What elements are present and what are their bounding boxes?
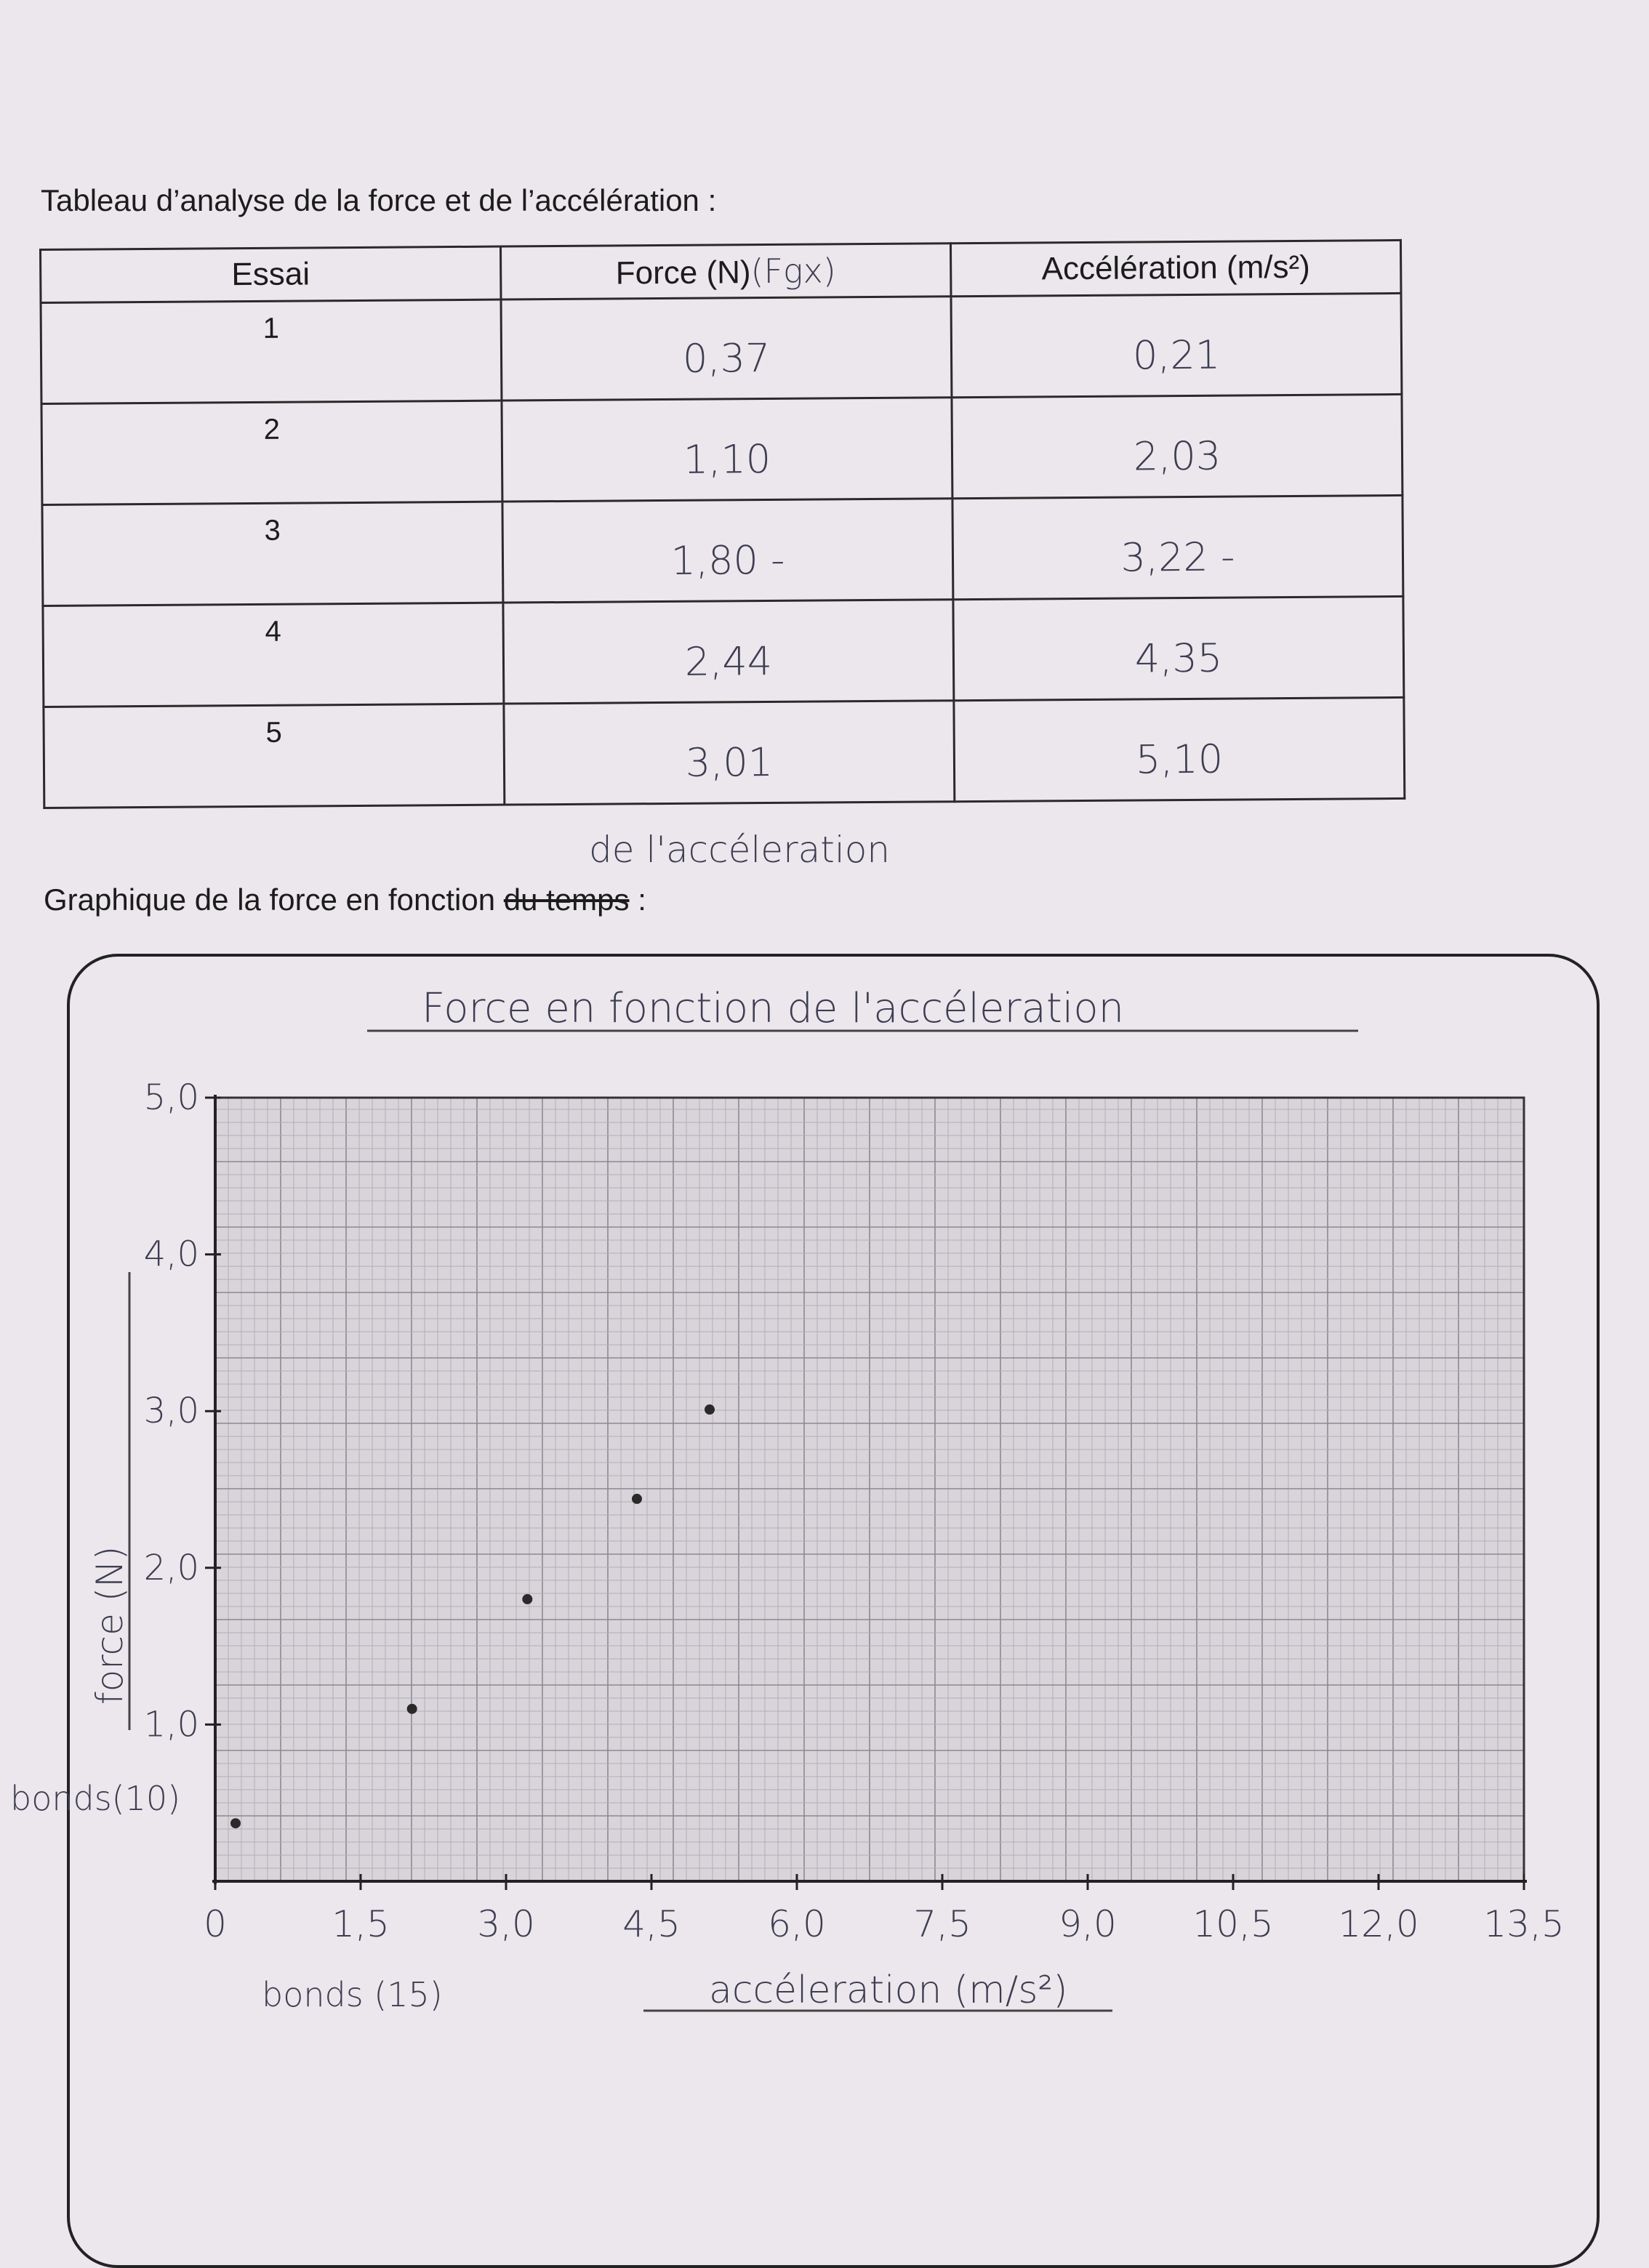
force-annotation: (Fgx)	[750, 251, 836, 291]
graph-heading-struck: du temps	[503, 882, 630, 917]
x-tick-label: 4,5	[622, 1903, 681, 1945]
data-point	[230, 1818, 241, 1828]
y-axis-note: bonds(10)	[10, 1779, 181, 1818]
force-value: 2,44	[684, 638, 773, 685]
header-force-label: Force (N)	[615, 254, 751, 291]
x-tick-label: 10,5	[1192, 1903, 1274, 1945]
header-acceleration: Accélération (m/s²)	[950, 240, 1400, 296]
acceleration-value: 3,22 -	[1120, 534, 1235, 581]
heading-correction: de l'accéleration	[589, 829, 891, 871]
x-tick-label: 0	[204, 1903, 227, 1945]
header-essai: Essai	[41, 246, 501, 302]
x-axis-note: bonds (15)	[262, 1975, 443, 2014]
data-point	[632, 1494, 642, 1504]
acceleration-value: 4,35	[1134, 635, 1223, 682]
force-value: 0,37	[682, 334, 771, 382]
graph-heading-prefix: Graphique de la force en fonction	[44, 882, 496, 917]
acceleration-value: 5,10	[1135, 736, 1224, 783]
trial-number: 5	[265, 716, 282, 749]
table-title: Tableau d’analyse de la force et de l’accélération :	[41, 183, 717, 217]
y-tick-label: 4,0	[143, 1234, 199, 1275]
acceleration-value: 2,03	[1133, 433, 1221, 480]
x-tick-label: 3,0	[477, 1903, 535, 1945]
force-value: 1,10	[683, 435, 771, 483]
y-tick-label: 5,0	[143, 1077, 199, 1118]
trial-number: 1	[262, 312, 280, 345]
graph-heading-suffix: :	[629, 882, 646, 917]
trial-number: 2	[263, 413, 281, 446]
grid-paper	[215, 1098, 1524, 1881]
x-tick-label: 1,5	[332, 1903, 390, 1945]
trial-number: 3	[264, 514, 281, 547]
y-tick-label: 2,0	[143, 1547, 199, 1588]
acceleration-value: 0,21	[1132, 331, 1221, 379]
x-axis-label: accéleration (m/s²)	[709, 1969, 1068, 2012]
x-tick-label: 12,0	[1338, 1903, 1419, 1945]
x-tick-label: 7,5	[913, 1903, 971, 1945]
force-value: 1,80 -	[670, 536, 785, 584]
x-tick-label: 13,5	[1483, 1903, 1565, 1945]
x-tick-label: 6,0	[768, 1903, 826, 1945]
data-point	[705, 1404, 715, 1415]
data-point	[407, 1704, 417, 1714]
y-axis-label: force (N)	[89, 1545, 131, 1705]
trial-number: 4	[265, 615, 281, 648]
chart-title: Force en fonction de l'accéleration	[422, 985, 1125, 1032]
x-tick-label: 9,0	[1059, 1903, 1117, 1945]
y-tick-label: 3,0	[143, 1391, 199, 1432]
force-value: 3,01	[685, 739, 774, 786]
y-tick-label: 1,0	[143, 1704, 199, 1745]
data-point	[522, 1594, 532, 1604]
